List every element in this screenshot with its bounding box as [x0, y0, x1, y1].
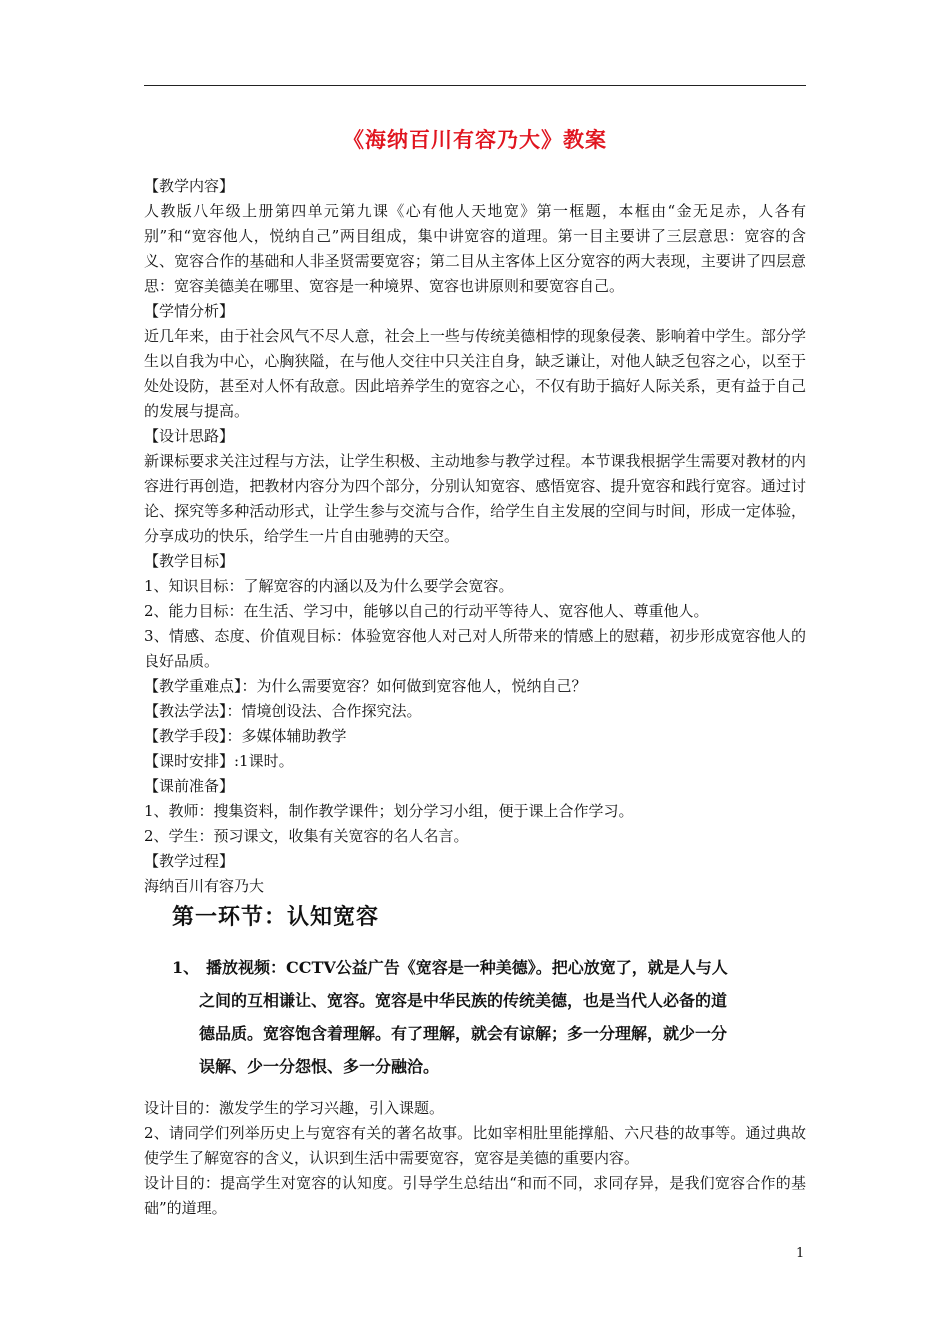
header-rule — [144, 85, 806, 86]
item-text: 播放视频：CCTV公益广告《宽容是一种美德》。把心放宽了，就是人与人 — [206, 958, 728, 977]
document-body — [144, 174, 806, 899]
list-item: 1、知识目标：了解宽容的内涵以及为什么要学会宽容。 — [144, 577, 514, 595]
section-label: 【教法学法】：情境创设法、合作探究法。 — [144, 702, 422, 720]
item-number: 1、 — [172, 958, 200, 977]
section-label: 【教学手段】：多媒体辅助教学 — [144, 727, 347, 745]
numbered-item — [172, 951, 764, 1083]
section-label: 【学情分析】 — [144, 302, 235, 320]
item-line-2: 之间的互相谦让、宽容。宽容是中华民族的传统美德，也是当代人必备的道 — [199, 991, 728, 1010]
paragraph: 新课标要求关注过程与方法，让学生积极、主动地参与教学过程。本节课我根据学生需要对教材的内容进行再创造，把教材内容分为四个部分，分别认知宽容、感悟宽容、提升宽容和践行宽容。通过讨论、探究等多种活动形式，让学生参与交流与合作，给学生自主发展的空间与时间，形成一定体验，分享成功的快乐，给学生一片自由驰骋的天空。 — [144, 452, 806, 545]
item-line-3: 德品质。宽容饱含着理解。有了理解，就会有谅解；多一分理解，就少一分 — [199, 1024, 728, 1043]
after-body — [144, 1096, 806, 1221]
item-line-1 — [172, 951, 764, 984]
list-item: 2、学生：预习课文，收集有关宽容的名人名言。 — [144, 827, 469, 845]
paragraph: 设计目的：激发学生的学习兴趣，引入课题。 — [144, 1099, 445, 1117]
section-label: 【课时安排】:1课时。 — [144, 752, 294, 770]
section-label: 【教学过程】 — [144, 852, 235, 870]
page-number: 1 — [796, 1246, 805, 1261]
list-item: 3、情感、态度、价值观目标：体验宽容他人对己对人所带来的情感上的慰藉，初步形成宽容他人的良好品质。 — [144, 627, 806, 670]
subtitle-line: 海纳百川有容乃大 — [144, 877, 265, 895]
section-label: 【教学目标】 — [144, 552, 235, 570]
section-label: 【设计思路】 — [144, 427, 235, 445]
section-label: 【教学内容】 — [144, 177, 235, 195]
list-item: 1、教师：搜集资料，制作教学课件；划分学习小组，便于课上合作学习。 — [144, 802, 634, 820]
paragraph: 2、请同学们列举历史上与宽容有关的著名故事。比如宰相肚里能撑船、六尺巷的故事等。通过典故使学生了解宽容的含义，认识到生活中需要宽容，宽容是美德的重要内容。 — [144, 1124, 806, 1167]
section-label: 【课前准备】 — [144, 777, 235, 795]
document-title: 《海纳百川有容乃大》教案 — [343, 127, 607, 152]
paragraph: 人教版八年级上册第四单元第九课《心有他人天地宽》第一框题，本框由“金无足赤，人各有别”和“宽容他人，悦纳自己”两目组成，集中讲宽容的道理。第一目主要讲了三层意思：宽容的含义、宽容合作的基础和人非圣贤需要宽容；第二目从主客体上区分宽容的两大表现，主要讲了四层意思：宽容美德美在哪里、宽容是一种境界、宽容也讲原则和要宽容自己。 — [144, 202, 806, 295]
item-line-4: 误解、少一分怨恨、多一分融洽。 — [199, 1057, 440, 1076]
section-label: 【教学重难点】：为什么需要宽容？如何做到宽容他人，悦纳自己？ — [144, 677, 587, 695]
paragraph: 近几年来，由于社会风气不尽人意，社会上一些与传统美德相悖的现象侵袭、影响着中学生。部分学生以自我为中心，心胸狭隘，在与他人交往中只关注自身，缺乏谦让，对他人缺乏包容之心，以至于处处设防，甚至对人怀有敌意。因此培养学生的宽容之心，不仅有助于搞好人际关系，更有益于自己的发展与提高。 — [144, 327, 806, 420]
list-item: 2、能力目标：在生活、学习中，能够以自己的行动平等待人、宽容他人、尊重他人。 — [144, 602, 709, 620]
paragraph: 设计目的：提高学生对宽容的认知度。引导学生总结出“和而不同，求同存异，是我们宽容合作的基础”的道理。 — [144, 1174, 806, 1217]
section-heading: 第一环节：认知宽容 — [172, 904, 380, 930]
